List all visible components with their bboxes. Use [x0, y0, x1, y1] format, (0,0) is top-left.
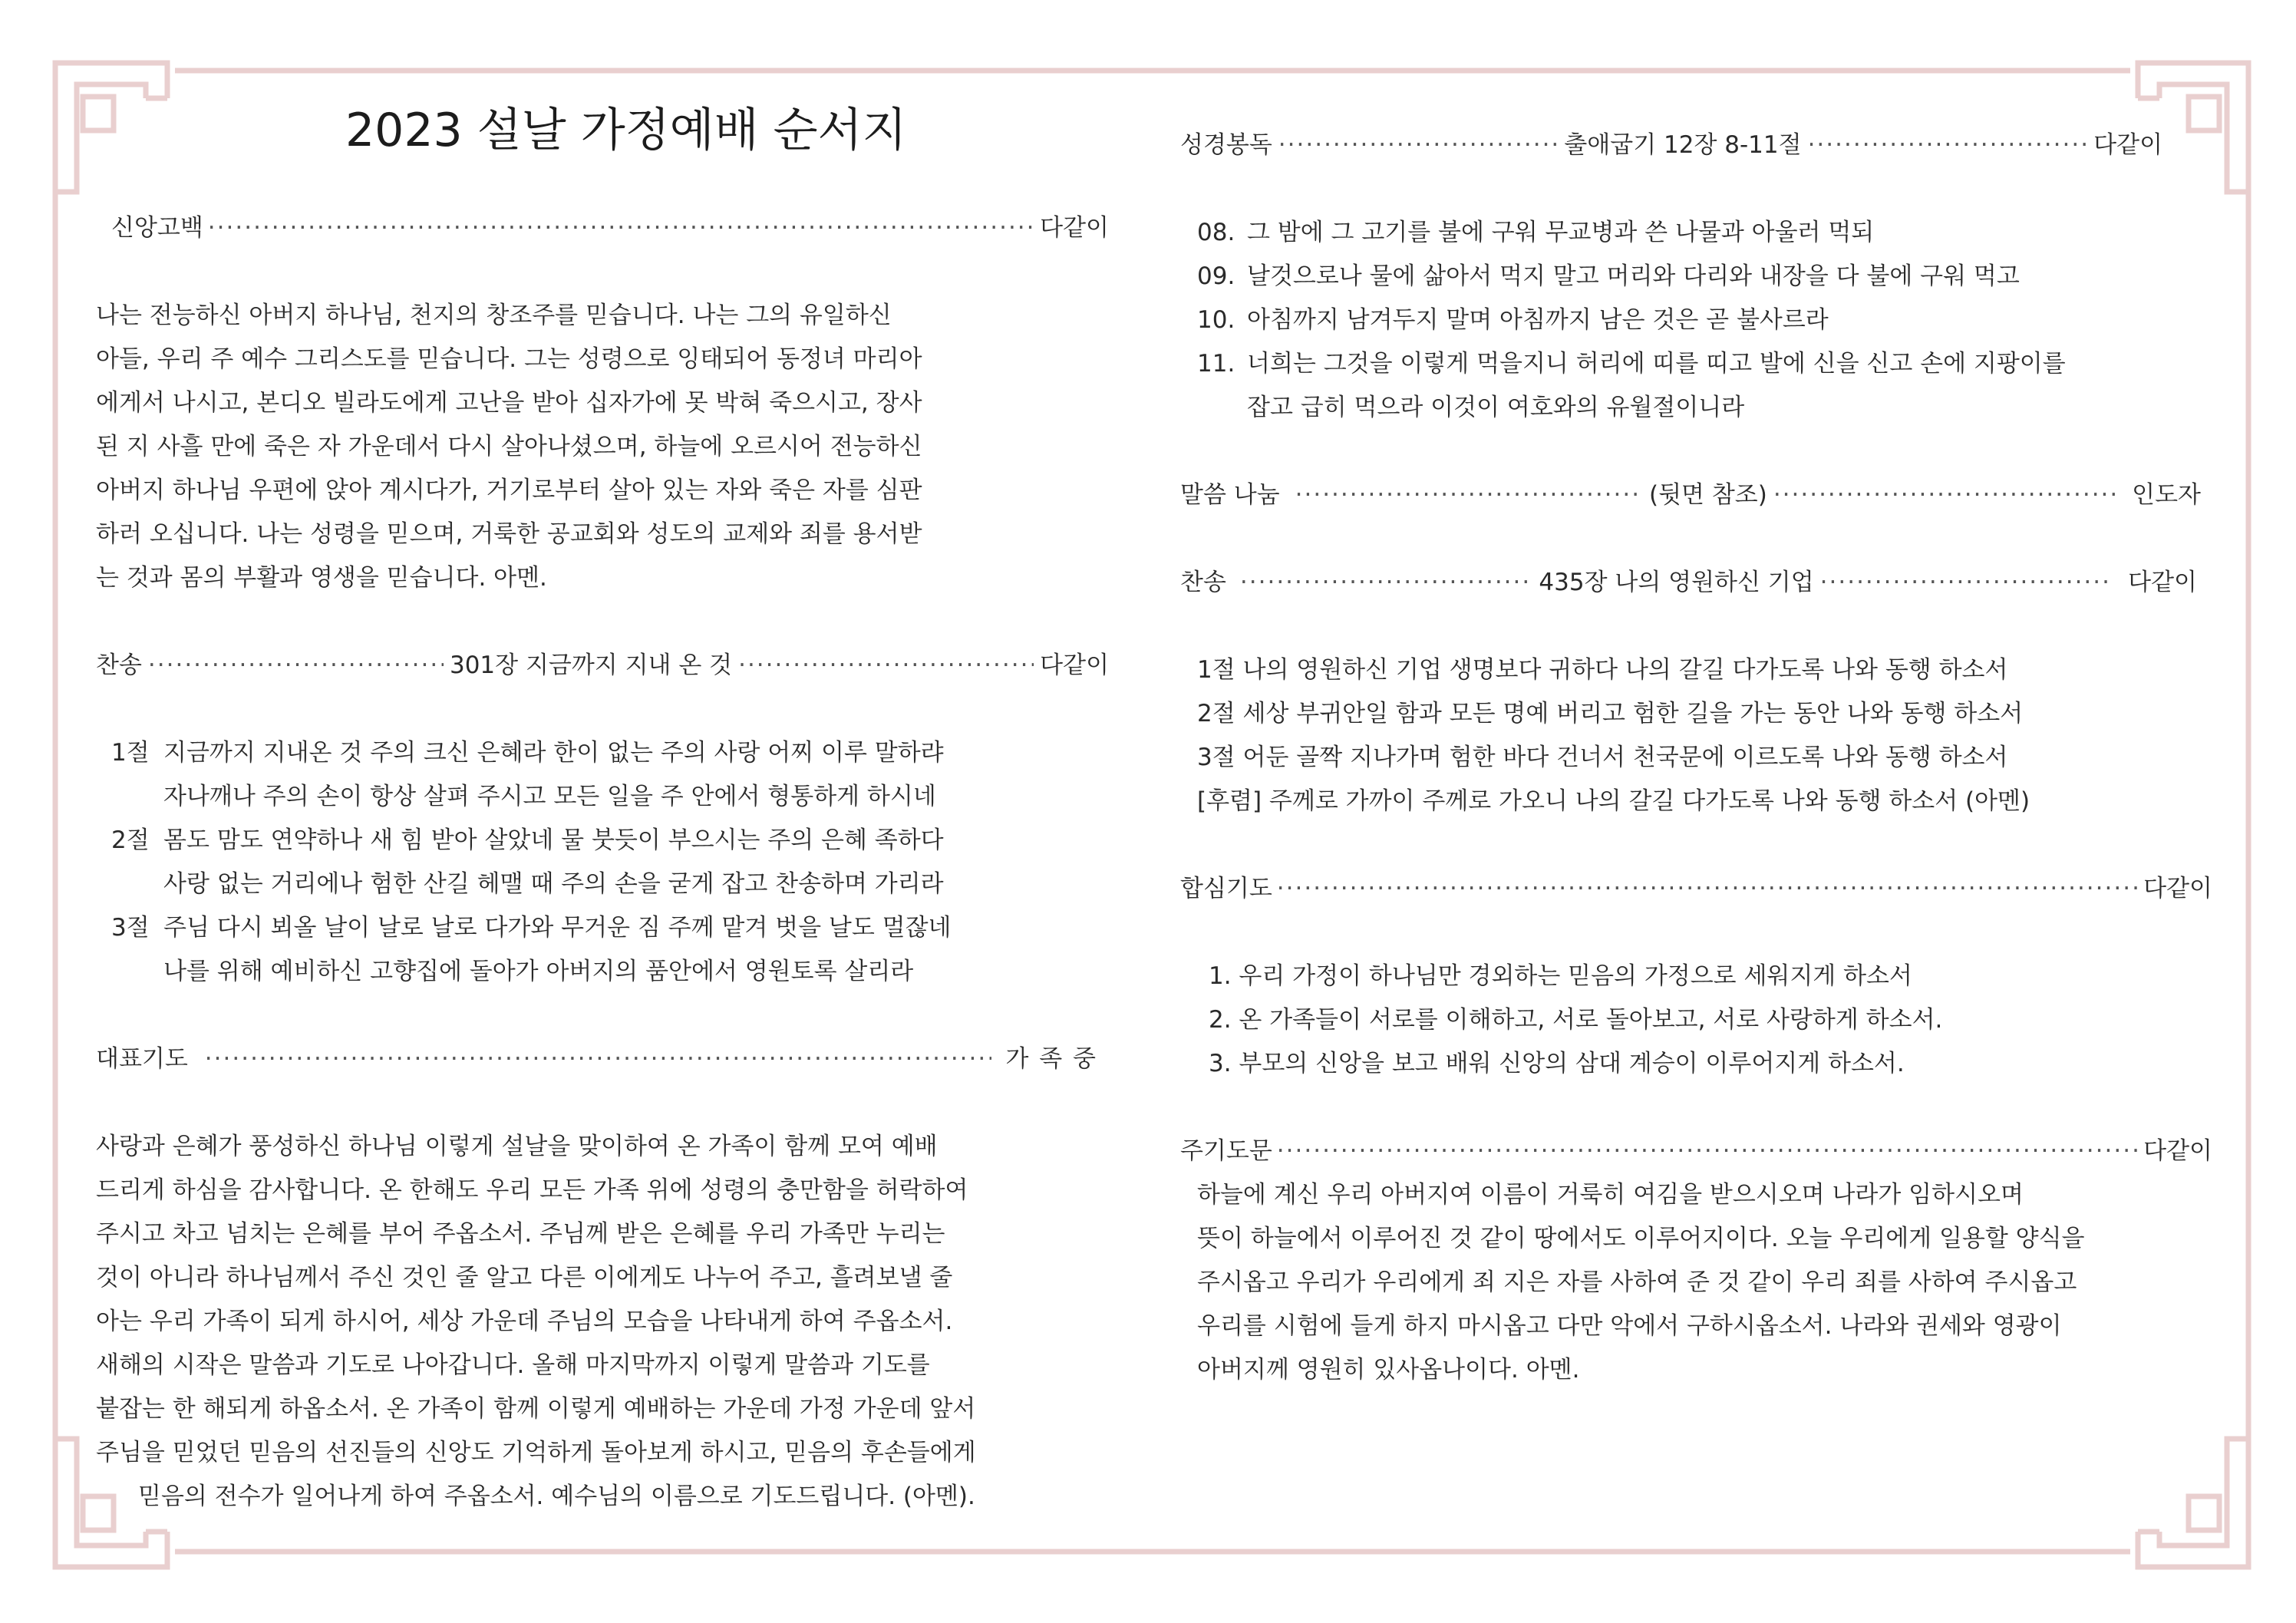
leader-dots: [1808, 134, 2088, 157]
hymn-label: 찬송: [96, 652, 142, 679]
prayer-text-line: 드리게 하심을 감사합니다. 온 한해도 우리 모든 가족 위에 성령의 충만함을 허락하여: [96, 1176, 968, 1204]
verse-line: 아침까지 남겨두지 말며 아침까지 남은 것은 곧 불사르라: [1247, 306, 1829, 334]
reading-leader: 다같이: [2093, 131, 2163, 159]
lords-prayer-leader: 다같이: [2143, 1137, 2212, 1165]
hymn-title: 301장 지금까지 지내 온 것: [449, 652, 733, 679]
leader-dots: [1277, 1140, 2139, 1163]
leader-dots: [1820, 571, 2113, 595]
unity-prayer-label: 합심기도: [1180, 875, 1272, 902]
hymn-verse-line: 사랑 없는 거리에나 험한 산길 헤맬 때 주의 손을 굳게 잡고 찬송하며 가리라: [163, 870, 944, 898]
hymn-verse-number: 1절: [111, 739, 150, 767]
creed-text-line: 는 것과 몸의 부활과 영생을 믿습니다. 아멘.: [96, 564, 547, 592]
hymn-leader: 다같이: [1040, 652, 1110, 679]
creed-text-line: 된 지 사흘 만에 죽은 자 가운데서 다시 살아나셨으며, 하늘에 오르시어 전능하신: [96, 433, 922, 460]
unity-prayer-leader: 다같이: [2143, 875, 2212, 902]
creed-text-line: 아들, 우리 주 예수 그리스도를 믿습니다. 그는 성령으로 잉태되어 동정녀 마리아: [96, 345, 922, 373]
prayer-text-line: 사랑과 은혜가 풍성하신 하나님 이렇게 설날을 맞이하여 온 가족이 함께 모여 예배: [96, 1133, 938, 1160]
prayer-text-line: 새해의 시작은 말씀과 기도로 나아갑니다. 올해 마지막까지 이렇게 말씀과 기도를: [96, 1351, 930, 1379]
unity-prayer-item: 3. 부모의 신앙을 보고 배워 신앙의 삼대 계승이 이루어지게 하소서.: [1209, 1050, 1905, 1077]
lords-prayer-line: 주시옵고 우리가 우리에게 죄 지은 자를 사하여 준 것 같이 우리 죄를 사하여 주시옵고: [1197, 1268, 2077, 1296]
prayer-text-line: 붙잡는 한 해되게 하옵소서. 온 가족이 함께 이렇게 예배하는 가운데 가정 가운데 앞서: [96, 1395, 976, 1423]
prayer-text-line: 믿음의 전수가 일어나게 하여 주옵소서. 예수님의 이름으로 기도드립니다. (아멘).: [138, 1483, 975, 1510]
hymn-verse-line: 나를 위해 예비하신 고향집에 돌아가 아버지의 품안에서 영원토록 살리라: [163, 958, 914, 985]
verse-number: 08.: [1197, 219, 1235, 246]
creed-leader: 다같이: [1040, 214, 1109, 242]
creed-text-line: 나는 전능하신 아버지 하나님, 천지의 창조주를 믿습니다. 나는 그의 유일하신: [96, 302, 892, 329]
prayer-text-line: 주시고 차고 넘치는 은혜를 부어 주옵소서. 주님께 받은 은혜를 우리 가족만 누리는: [96, 1220, 945, 1248]
hymn-verse-line: 지금까지 지내온 것 주의 크신 은혜라 한이 없는 주의 사랑 어찌 이루 말하랴: [163, 739, 944, 767]
prayer-text-line: 것이 아니라 하나님께서 주신 것인 줄 알고 다른 이에게도 나누어 주고, 흘려보낼 줄: [96, 1264, 953, 1291]
verse-number: 11.: [1197, 350, 1235, 378]
lords-prayer-heading: [1180, 1137, 2212, 1165]
sermon-label: 말씀 나눔: [1180, 481, 1280, 509]
prayer-text-line: 주님을 믿었던 믿음의 선진들의 신앙도 기억하게 돌아보게 하시고, 믿음의 후손들에게: [96, 1439, 976, 1466]
hymn2-line: 3절 어둔 골짝 지나가며 험한 바다 건너서 천국문에 이르도록 나와 동행 하소서: [1197, 744, 2008, 771]
reading-heading: [1180, 131, 2163, 159]
leader-dots: [1240, 571, 1533, 595]
hymn-verse-number: 2절: [111, 826, 150, 854]
prayer-text-line: 아는 우리 가족이 되게 하시어, 세상 가운데 주님의 모습을 나타내게 하여 주옵소서.: [96, 1308, 953, 1335]
sermon-leader: 인도자: [2132, 481, 2201, 509]
verse-line: 날것으로나 물에 삶아서 먹지 말고 머리와 다리와 내장을 다 불에 구워 먹고: [1247, 262, 2020, 290]
creed-text-line: 하러 오십니다. 나는 성령을 믿으며, 거룩한 공교회와 성도의 교제와 죄를 용서받: [96, 520, 922, 548]
page-title: 2023 설날 가정예배 순서지: [345, 104, 907, 157]
verse-number: 09.: [1197, 262, 1235, 290]
hymn2-line: 1절 나의 영원하신 기업 생명보다 귀하다 나의 갈길 다가도록 나와 동행 하소서: [1197, 656, 2008, 684]
reading-passage: 출애굽기 12장 8-11절: [1564, 131, 1802, 159]
unity-prayer-item: 2. 온 가족들이 서로를 이해하고, 서로 돌아보고, 서로 사랑하게 하소서.: [1209, 1006, 1943, 1034]
lords-prayer-line: 우리를 시험에 들게 하지 마시옵고 다만 악에서 구하시옵소서. 나라와 권세와 영광이: [1197, 1312, 2062, 1340]
prayer-label: 대표기도: [96, 1045, 188, 1073]
verse-number: 10.: [1197, 306, 1235, 334]
hymn2-line: 2절 세상 부귀안일 함과 모든 명예 버리고 험한 길을 가는 동안 나와 동행 하소서: [1197, 700, 2024, 727]
leader-dots: [1278, 134, 1559, 157]
lords-prayer-line: 하늘에 계신 우리 아버지여 이름이 거룩히 여김을 받으시오며 나라가 임하시오며: [1197, 1181, 2024, 1209]
unity-prayer-heading: [1180, 877, 2212, 901]
creed-text-line: 아버지 하나님 우편에 앉아 계시다가, 거기로부터 살아 있는 자와 죽은 자를 심판: [96, 477, 922, 504]
leader-dots: [1295, 483, 1638, 507]
hymn2-label: 찬송: [1180, 569, 1226, 596]
verse-line: 그 밤에 그 고기를 불에 구워 무교병과 쓴 나물과 아울러 먹되: [1247, 219, 1875, 246]
creed-label: 신앙고백: [111, 214, 203, 242]
lords-prayer-label: 주기도문: [1180, 1137, 1272, 1165]
leader-dots: [1773, 483, 2116, 507]
hymn2-leader: 다같이: [2128, 569, 2197, 596]
hymn2-title: 435장 나의 영원하신 기업: [1539, 569, 1814, 596]
lords-prayer-line: 뜻이 하늘에서 이루어진 것 같이 땅에서도 이루어지이다. 오늘 우리에게 일용할 양식을: [1197, 1225, 2085, 1252]
lords-prayer-line: 아버지께 영원히 있사옵나이다. 아멘.: [1197, 1356, 1580, 1384]
hymn-verse-line: 주님 다시 뵈올 날이 날로 날로 다가와 무거운 짐 주께 맡겨 벗을 날도 멀잖네: [163, 914, 952, 942]
creed-text-line: 에게서 나시고, 본디오 빌라도에게 고난을 받아 십자가에 못 박혀 죽으시고, 장사: [96, 389, 922, 417]
hymn2-line: [후렴] 주께로 가까이 주께로 가오니 나의 갈길 다가도록 나와 동행 하소서 (아멘): [1197, 787, 2030, 815]
hymn2-heading: [1180, 571, 2197, 595]
hymn-verse-line: 자나깨나 주의 손이 항상 살펴 주시고 모든 일을 주 안에서 형통하게 하시네: [163, 783, 936, 810]
verse-line: 잡고 급히 먹으라 이것이 여호와의 유월절이니라: [1247, 394, 1745, 421]
verse-line: 너희는 그것을 이렇게 먹을지니 허리에 띠를 띠고 발에 신을 신고 손에 지팡이를: [1247, 350, 2066, 378]
sermon-note: (뒷면 참조): [1648, 481, 1767, 509]
unity-prayer-item: 1. 우리 가정이 하나님만 경외하는 믿음의 가정으로 세워지게 하소서: [1209, 962, 1912, 990]
leader-dots: [1277, 877, 2139, 901]
hymn-verse-number: 3절: [111, 914, 150, 942]
reading-label: 성경봉독: [1180, 131, 1272, 159]
sermon-heading: [1180, 483, 2201, 507]
hymn-verse-line: 몸도 맘도 연약하나 새 힘 받아 살았네 물 붓듯이 부으시는 주의 은혜 족하다: [163, 826, 944, 854]
prayer-leader: 가 족 중: [1005, 1045, 1097, 1073]
